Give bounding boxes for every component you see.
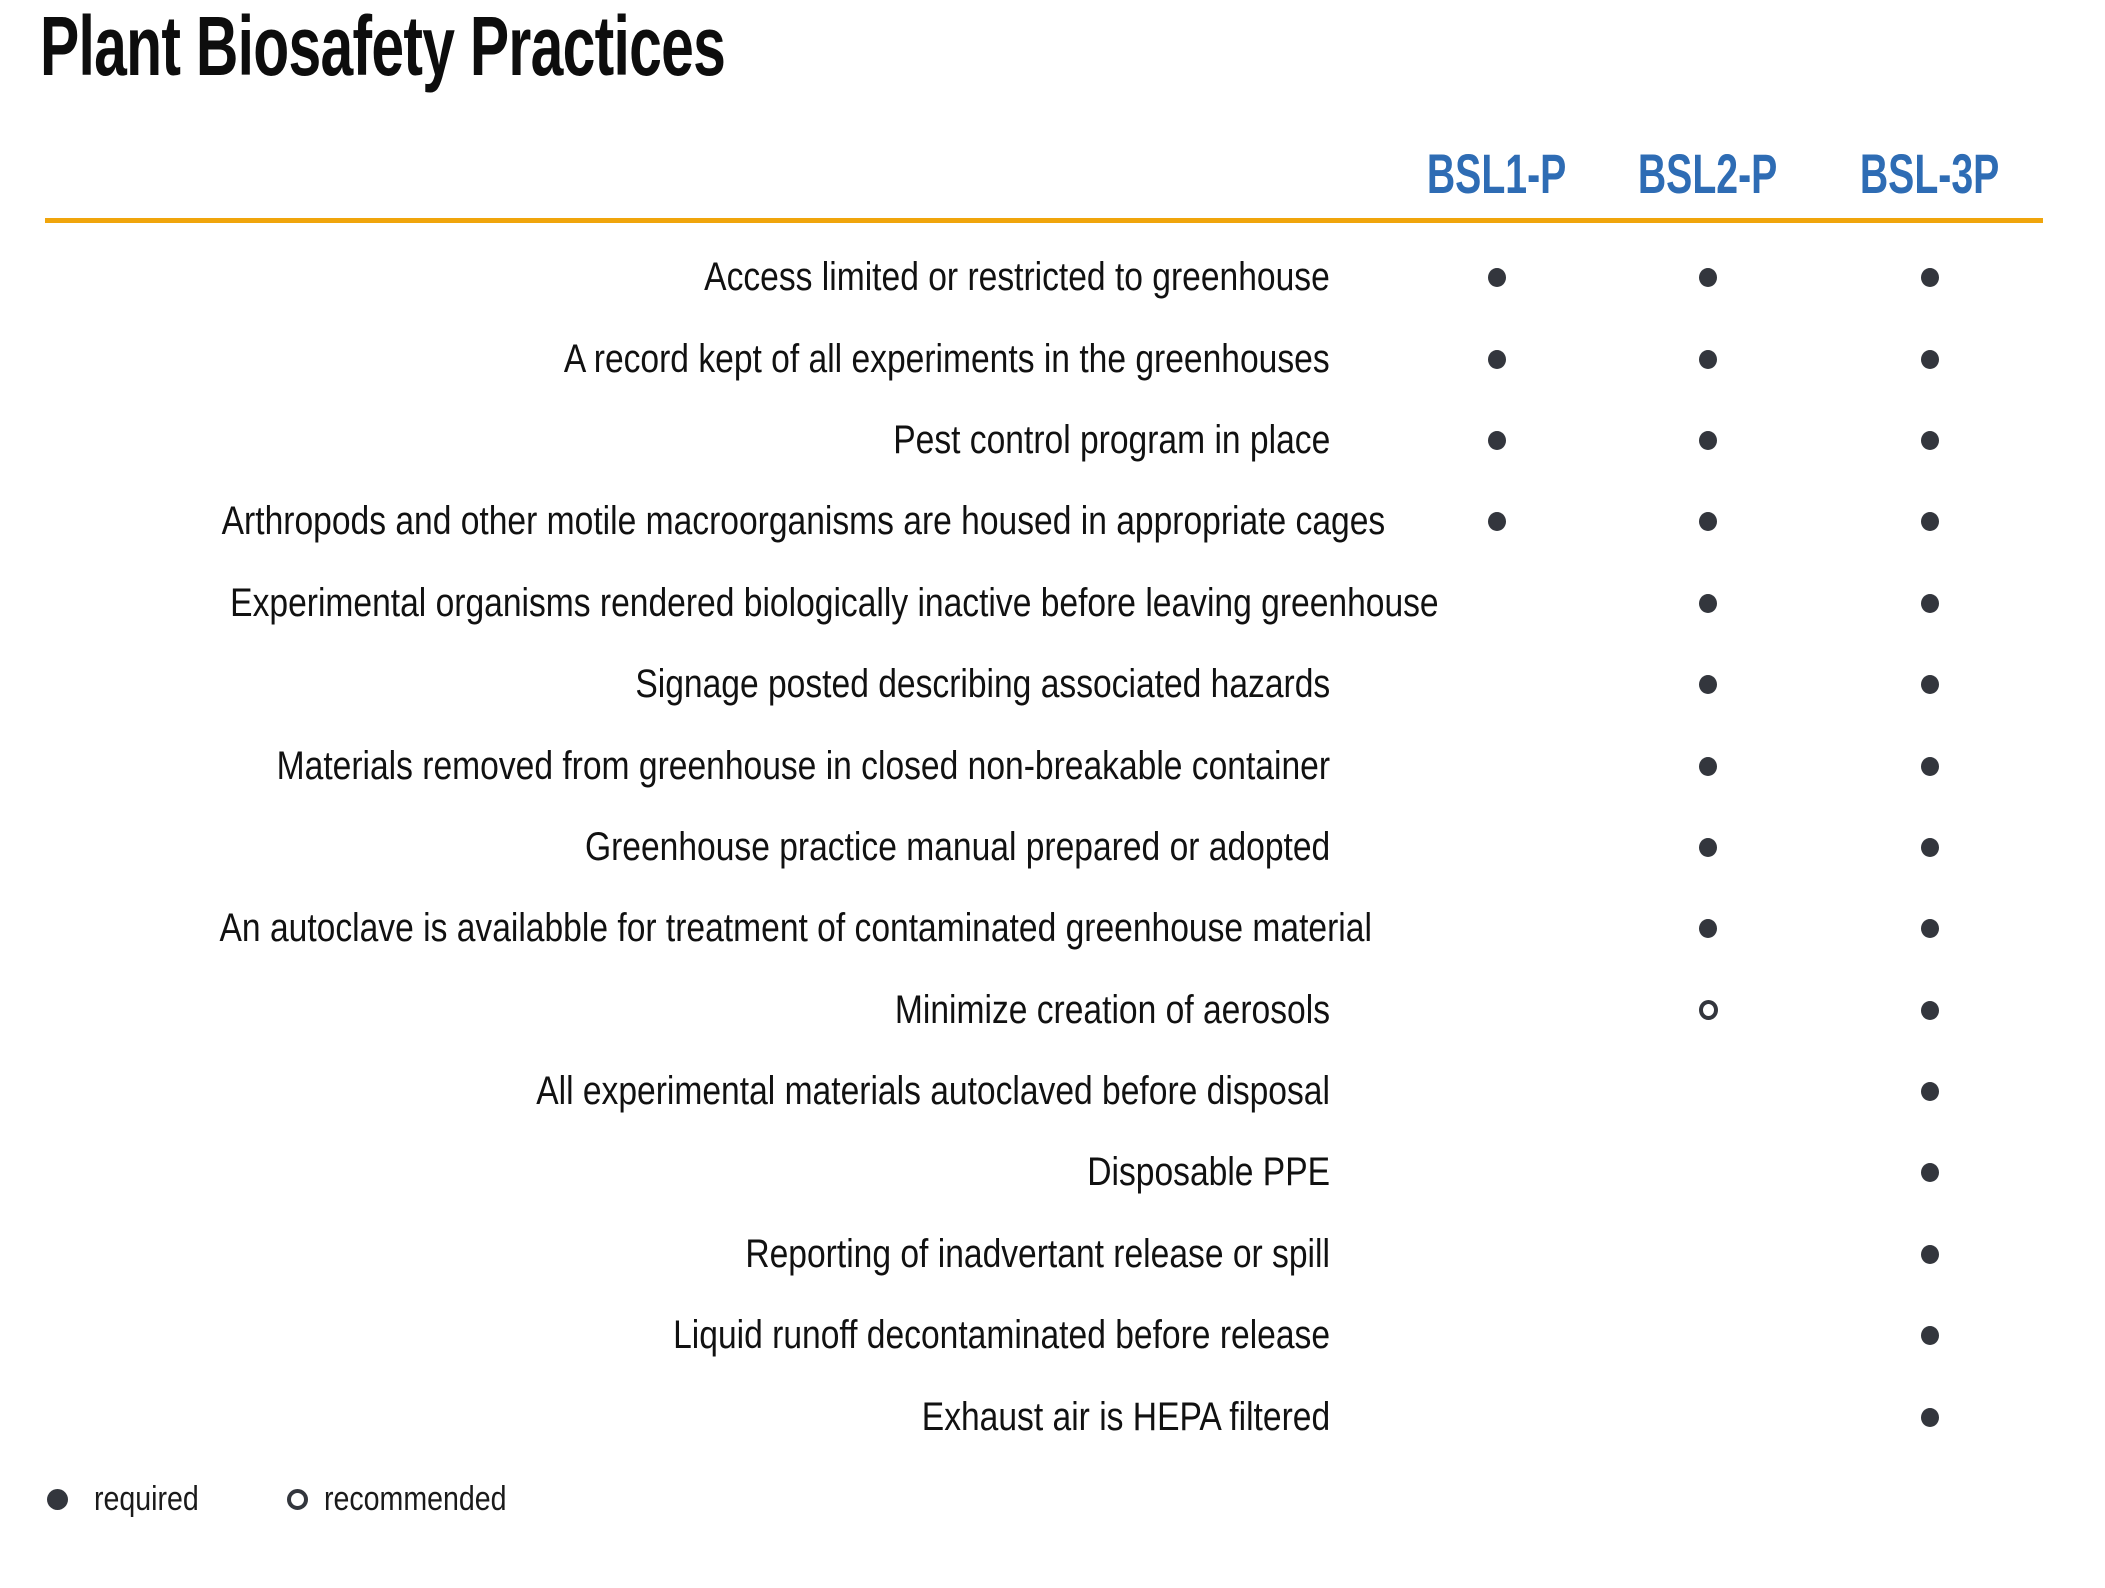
row-label-text: A record kept of all experiments in the greenhouses [564,336,1330,381]
column-header-bsl3p [1812,141,2048,206]
mark-cell [1812,1082,2048,1101]
required-dot-icon [1921,268,1939,287]
mark-cell [1604,594,1812,613]
mark-cell [1812,431,2048,450]
row-label-text: All experimental materials autoclaved before disposal [536,1069,1330,1114]
row-label-text: Signage posted describing associated hazards [635,662,1330,707]
row-label-text: Access limited or restricted to greenhouse [704,255,1330,300]
required-dot-icon [1921,350,1939,369]
column-header-bsl1p [1390,141,1604,206]
mark-cell [1604,757,1812,776]
row-label [0,1150,1330,1195]
mark-cell [1604,1000,1812,1020]
column-header-label: BSL1-P [1427,142,1567,205]
required-dot-icon [1921,919,1939,938]
required-dot-icon [1921,594,1939,613]
table-row [0,400,2048,481]
row-label-text: Liquid runoff decontaminated before release [673,1313,1330,1358]
legend [45,1478,541,1520]
row-label-text: Disposable PPE [1087,1150,1330,1195]
row-label [0,255,1330,300]
mark-cell [1812,512,2048,531]
column-header-bsl2p [1604,141,1812,206]
required-dot-icon [1699,268,1717,287]
required-dot-icon [1921,512,1939,531]
practices-table [0,237,2048,1458]
row-label-text: Experimental organisms rendered biologically inactive before leaving greenhouse [230,580,1439,625]
mark-cell [1390,268,1604,287]
table-row [0,807,2048,888]
required-dot-icon [1921,1082,1939,1101]
row-label-text: Pest control program in place [892,417,1330,462]
mark-cell [1604,675,1812,694]
required-dot-icon [1921,1163,1939,1182]
mark-cell [1812,1163,2048,1182]
required-dot-icon [1488,350,1506,369]
table-row [0,644,2048,725]
mark-cell [1390,431,1604,450]
required-dot-icon [1488,268,1506,287]
row-label [0,1395,1330,1440]
required-dot-icon [1699,838,1717,857]
required-dot-icon [1921,1001,1939,1020]
required-dot-icon [1699,350,1717,369]
row-label [0,337,1330,382]
mark-cell [1812,675,2048,694]
row-label [0,1069,1330,1114]
row-label [0,744,1330,789]
required-dot-icon [1699,512,1717,531]
row-label-text: Minimize creation of aerosols [894,987,1330,1032]
mark-cell [1812,1001,2048,1020]
mark-cell [1812,838,2048,857]
required-dot-icon [1699,675,1717,694]
required-dot-icon [1921,431,1939,450]
row-label-text: Materials removed from greenhouse in closed non-breakable container [276,743,1330,788]
column-header-label: BSL-3P [1860,142,2000,205]
table-row [0,481,2048,562]
required-dot-icon [1921,1408,1939,1427]
mark-cell [1604,431,1812,450]
table-row [0,1051,2048,1132]
required-dot-icon [1699,594,1717,613]
table-row [0,725,2048,806]
required-dot-icon [1488,512,1506,531]
row-label [0,825,1330,870]
row-label [0,418,1330,463]
table-row [0,563,2048,644]
table-row [0,1132,2048,1213]
row-label-text: Reporting of inadvertant release or spill [745,1231,1330,1276]
mark-cell [1604,512,1812,531]
table-row [0,1214,2048,1295]
required-dot-icon [1921,1245,1939,1264]
mark-cell [1812,1245,2048,1264]
required-dot-icon [47,1489,68,1510]
required-dot-icon [1921,1326,1939,1345]
table-row [0,888,2048,969]
row-label [0,662,1330,707]
row-label [0,1232,1330,1277]
page-title: Plant Biosafety Practices [40,0,726,93]
mark-cell [1812,268,2048,287]
column-header-label: BSL2-P [1638,142,1778,205]
row-label [0,988,1330,1033]
required-dot-icon [1921,675,1939,694]
row-label-text: Arthropods and other motile macroorganisms are housed in appropriate cages [221,499,1386,544]
table-row [0,318,2048,399]
header-rule [45,218,2043,223]
mark-cell [1812,757,2048,776]
mark-cell [1604,350,1812,369]
mark-cell [1812,1408,2048,1427]
recommended-circle-icon [287,1489,308,1510]
required-dot-icon [1699,757,1717,776]
table-row [0,1376,2048,1457]
mark-cell [1812,919,2048,938]
table-row [0,970,2048,1051]
mark-cell [1812,594,2048,613]
mark-cell [1390,512,1604,531]
mark-cell [1390,350,1604,369]
required-dot-icon [1699,431,1717,450]
mark-cell [1812,350,2048,369]
mark-cell [1812,1326,2048,1345]
required-dot-icon [1488,431,1506,450]
mark-cell [1604,919,1812,938]
row-label [0,499,1386,544]
row-label-text: Greenhouse practice manual prepared or adopted [584,824,1330,869]
row-label [0,906,1372,951]
row-label-text: An autoclave is availabble for treatment of contaminated greenhouse material [219,906,1372,951]
mark-cell [1604,268,1812,287]
required-dot-icon [1699,919,1717,938]
row-label [0,580,1439,626]
table-row [0,237,2048,318]
row-label [0,1313,1330,1358]
required-dot-icon [1921,838,1939,857]
table-row [0,1295,2048,1376]
required-dot-icon [1921,757,1939,776]
column-headers [0,118,2048,206]
legend-required-label: required [94,1479,199,1518]
mark-cell [1604,838,1812,857]
recommended-circle-icon [1699,1000,1718,1020]
legend-recommended-label: recommended [323,1479,507,1518]
row-label-text: Exhaust air is HEPA filtered [921,1394,1330,1439]
